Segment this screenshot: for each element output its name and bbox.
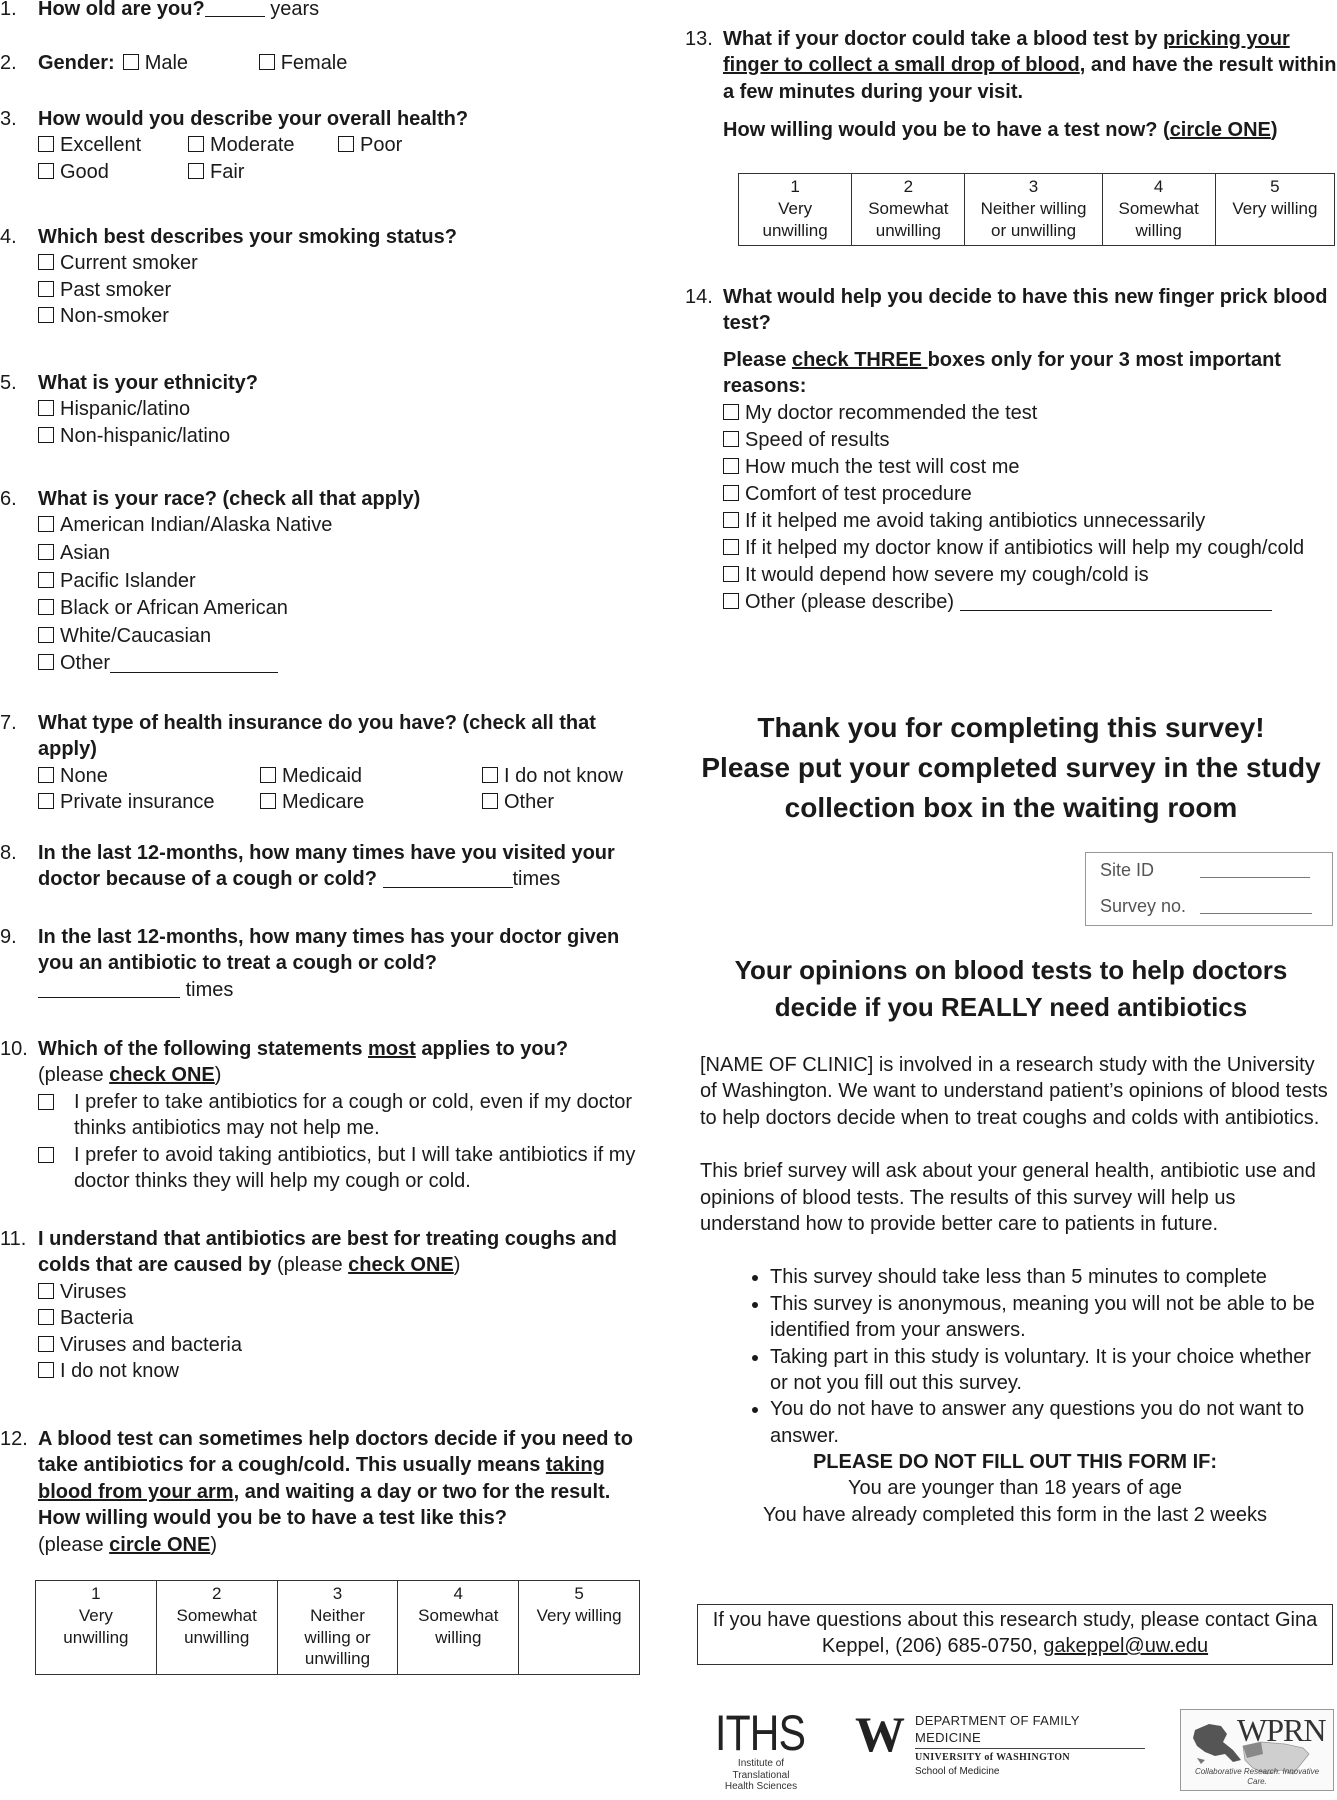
checkbox-poor[interactable]: Poor <box>338 132 488 158</box>
checkbox-insurance-unknown[interactable]: I do not know <box>482 763 632 789</box>
question-9: 9. In the last 12-months, how many times has your doctor given you an antibiotic to treat a cough or cold? times <box>0 924 650 1003</box>
question-text: What would help you decide to have this new finger prick blood test? <box>723 286 1328 335</box>
scale-option-1[interactable]: 1 Very unwilling <box>36 1581 157 1675</box>
question-number: 2. <box>0 52 17 74</box>
survey-title: Your opinions on blood tests to help doctors decide if you REALLY need antibiotics <box>734 955 1288 1022</box>
checkbox-icon[interactable] <box>38 254 54 270</box>
checkbox-medicaid[interactable]: Medicaid <box>260 763 482 789</box>
checkbox-race-other[interactable]: Other <box>38 650 650 678</box>
checkbox-doctor-knows[interactable]: If it helped my doctor know if antibiotics will help my cough/cold <box>723 535 1337 562</box>
warning-item: You are younger than 18 years of age <box>848 1477 1182 1500</box>
survey-no-label: Survey no. <box>1100 895 1187 916</box>
scale-option-5[interactable]: 5 Very willing <box>1215 174 1334 246</box>
checkbox-icon[interactable] <box>723 539 739 555</box>
visits-blank[interactable] <box>383 886 513 888</box>
checkbox-icon[interactable] <box>38 572 54 588</box>
checkbox-bacteria[interactable]: Bacteria <box>38 1305 650 1331</box>
checkbox-black[interactable]: Black or African American <box>38 595 650 623</box>
checkbox-hispanic[interactable]: Hispanic/latino <box>38 396 650 422</box>
checkbox-icon[interactable] <box>38 793 54 809</box>
checkbox-icon[interactable] <box>338 136 354 152</box>
site-id-box <box>1085 852 1333 926</box>
contact-box: If you have questions about this research study, please contact Gina Keppel, (206) 685-0750, gakeppel@uw.edu <box>697 1604 1333 1665</box>
checkbox-icon[interactable] <box>723 458 739 474</box>
question-text: In the last 12-months, how many times has your doctor given you an antibiotic to treat a cough or cold? times <box>38 926 620 1001</box>
checkbox-icon[interactable] <box>723 593 739 609</box>
checkbox-past-smoker[interactable]: Past smoker <box>38 277 650 303</box>
checkbox-icon[interactable] <box>482 793 498 809</box>
checkbox-viruses[interactable]: Viruses <box>38 1279 650 1305</box>
site-id-label: Site ID <box>1100 860 1155 880</box>
checkbox-icon[interactable] <box>723 512 739 528</box>
question-8: 8. In the last 12-months, how many times have you visited your doctor because of a cough or cold? times <box>0 840 650 893</box>
question-text: Gender: <box>38 52 115 74</box>
age-blank[interactable] <box>205 15 265 17</box>
checkbox-icon[interactable] <box>38 1283 54 1299</box>
checkbox-severity[interactable]: It would depend how severe my cough/cold is <box>723 562 1337 589</box>
question-11: 11. I understand that antibiotics are best for treating coughs and colds that are caused by (please check ONE) Viruses Bacteria Viruses and bacteria I do not know <box>0 1226 650 1384</box>
checkbox-good[interactable]: Good <box>38 159 188 185</box>
checkbox-icon[interactable] <box>188 136 204 152</box>
checkbox-doctor-recommended[interactable]: My doctor recommended the test <box>723 400 1337 427</box>
checkbox-icon[interactable] <box>123 54 139 70</box>
question-10: 10. Which of the following statements most applies to you? (please check ONE) I prefer to take antibiotics for a cough or cold, even if my doctor thinks antibiotics may not help me. I prefer to avoid taking antibiotics, but I will take antibiotics if my doctor thinks they will help my cough or cold. <box>0 1036 650 1194</box>
scale-option-4[interactable]: 4 Somewhat willing <box>1102 174 1215 246</box>
intro-paragraph: This brief survey will ask about your general health, antibiotic use and opinions of blood tests. The results of this survey will help us understand how to provide better care to patients in future. <box>700 1160 1316 1235</box>
checkbox-icon[interactable] <box>188 163 204 179</box>
question-12: 12. A blood test can sometimes help doctors decide if you need to take antibiotics for a cough/cold. This usually means taking blood from your arm, and waiting a day or two for the result. How willing would you be to have a test like this? (please circle ONE) <box>0 1426 650 1558</box>
checkbox-icon[interactable] <box>38 307 54 323</box>
checkbox-icon[interactable] <box>38 516 54 532</box>
checkbox-non-smoker[interactable]: Non-smoker <box>38 303 650 329</box>
contact-email-link[interactable]: gakeppel@uw.edu <box>1043 1635 1209 1658</box>
checkbox-icon[interactable] <box>38 654 54 670</box>
list-item: • Taking part in this study is voluntary. It is your choice whether or not you fill out this survey. <box>770 1344 1330 1397</box>
checkbox-viruses-and-bacteria[interactable]: Viruses and bacteria <box>38 1332 650 1358</box>
question-text: What if your doctor could take a blood test by pricking your finger to collect a small drop of blood, and have the result within a few minutes during your visit. How willing would you be to have a test now? (circle ONE) <box>723 28 1337 142</box>
reason-other-blank[interactable] <box>960 609 1272 611</box>
checkbox-cause-unknown[interactable]: I do not know <box>38 1358 650 1384</box>
question-text: A blood test can sometimes help doctors decide if you need to take antibiotics for a cough/cold. This usually means taking blood from your arm, and waiting a day or two for the result. How willing would you be to have a test like this? (please circle ONE) <box>38 1428 633 1556</box>
question-7: 7. What type of health insurance do you have? (check all that apply) None Medicaid I do not know Private insurance Medicare Other <box>0 710 650 816</box>
scale-option-5[interactable]: 5 Very willing <box>519 1581 640 1675</box>
checkbox-insurance-other[interactable]: Other <box>482 789 632 815</box>
checkbox-fair[interactable]: Fair <box>188 159 338 185</box>
question-text: What is your race? (check all that apply) <box>38 488 421 510</box>
survey-no-blank[interactable] <box>1200 912 1312 914</box>
list-item: • You do not have to answer any questions you do not want to answer. <box>770 1396 1330 1449</box>
uw-w-mark: W <box>855 1706 905 1762</box>
checkbox-icon[interactable] <box>38 400 54 416</box>
intro-paragraph: [NAME OF CLINIC] is involved in a research study with the University of Washington. We want to understand patient’s opinions of blood tests to help doctors decide when to treat coughs and colds with antibiotics. <box>700 1054 1328 1129</box>
checkbox-icon[interactable] <box>723 485 739 501</box>
checkbox-cost[interactable]: How much the test will cost me <box>723 454 1337 481</box>
question-text: I understand that antibiotics are best for treating coughs and colds that are caused by (please check ONE) <box>38 1228 617 1277</box>
checkbox-icon[interactable] <box>259 54 275 70</box>
warning-title: PLEASE DO NOT FILL OUT THIS FORM IF: <box>812 1451 1218 1474</box>
checkbox-reason-other[interactable]: Other (please describe) <box>723 589 1337 616</box>
checkbox-icon[interactable] <box>38 427 54 443</box>
checkbox-asian[interactable]: Asian <box>38 540 650 568</box>
question-text: What type of health insurance do you have? (check all that apply) <box>38 712 596 761</box>
uw-logo: W DEPARTMENT OF FAMILY MEDICINE UNIVERSITY of WASHINGTON School of Medicine <box>855 1712 1145 1778</box>
scale-option-1[interactable]: 1 Very unwilling <box>739 174 852 246</box>
question-13: 13. What if your doctor could take a blood test by pricking your finger to collect a small drop of blood, and have the result within a few minutes during your visit. How willing would you be to have a test now? (circle ONE) <box>685 26 1337 144</box>
checkbox-white[interactable]: White/Caucasian <box>38 623 650 651</box>
list-item: • This survey should take less than 5 minutes to complete <box>770 1264 1330 1290</box>
checkbox-icon[interactable] <box>38 544 54 560</box>
wprn-logo: WPRN Collaborative Research. Innovative Care. <box>1180 1709 1334 1791</box>
iths-logo: ITHS Institute of Translational Health Sciences <box>715 1705 806 1792</box>
checkbox-icon[interactable] <box>723 566 739 582</box>
checkbox-non-hispanic[interactable]: Non-hispanic/latino <box>38 423 650 449</box>
checkbox-icon[interactable] <box>38 281 54 297</box>
checkbox-icon[interactable] <box>723 431 739 447</box>
site-id-blank[interactable] <box>1200 876 1310 878</box>
arm-test-willingness-scale <box>35 1580 640 1675</box>
antibiotics-blank[interactable] <box>38 996 180 998</box>
thank-you-message: Thank you for completing this survey! Please put your completed survey in the study collection box in the waiting room <box>701 712 1321 823</box>
question-5: 5. What is your ethnicity? Hispanic/latino Non-hispanic/latino <box>0 370 650 449</box>
race-other-blank[interactable] <box>110 671 278 673</box>
checkbox-icon[interactable] <box>38 136 54 152</box>
checkbox-icon[interactable] <box>38 1362 54 1378</box>
finger-test-willingness-scale <box>738 173 1335 246</box>
checkbox-none[interactable]: None <box>38 763 260 789</box>
checkbox-excellent[interactable]: Excellent <box>38 132 188 158</box>
checkbox-comfort[interactable]: Comfort of test procedure <box>723 481 1337 508</box>
checkbox-avoid-antibiotics[interactable]: If it helped me avoid taking antibiotics unnecessarily <box>723 508 1337 535</box>
question-6: 6. What is your race? (check all that apply) American Indian/Alaska Native Asian Pacific Islander Black or African American White/Caucasian Other <box>0 486 650 678</box>
option-avoid-antibiotics[interactable]: I prefer to avoid taking antibiotics, but I will take antibiotics if my doctor thinks they will help my cough or cold. <box>38 1142 650 1195</box>
warning-item: You have already completed this form in the last 2 weeks <box>763 1503 1267 1526</box>
question-1 <box>0 0 650 22</box>
checkbox-icon[interactable] <box>482 767 498 783</box>
survey-introduction <box>700 1052 1330 1528</box>
question-text: How would you describe your overall health? <box>38 108 469 130</box>
question-text: How old are you? years <box>38 0 320 20</box>
checkbox-icon[interactable] <box>260 793 276 809</box>
checkbox-icon[interactable] <box>38 1147 54 1163</box>
option-prefer-antibiotics[interactable]: I prefer to take antibiotics for a cough or cold, even if my doctor thinks antibiotics may not help me. <box>38 1089 650 1142</box>
checkbox-male[interactable]: Male <box>123 50 259 76</box>
checkbox-icon[interactable] <box>38 767 54 783</box>
question-text: Which of the following statements most applies to you? (please check ONE) <box>38 1038 569 1087</box>
scale-option-2[interactable]: 2 Somewhat unwilling <box>852 174 965 246</box>
question-3: 3. How would you describe your overall health? Excellent Moderate Poor Good Fair <box>0 106 650 185</box>
info-list <box>700 1264 1330 1449</box>
question-2 <box>0 50 650 76</box>
question-number: 1. <box>0 0 17 20</box>
checkbox-medicare[interactable]: Medicare <box>260 789 482 815</box>
scale-option-3[interactable]: 3 Neither willing or unwilling <box>965 174 1102 246</box>
scale-option-2[interactable]: 2 Somewhat unwilling <box>156 1581 277 1675</box>
checkbox-private-insurance[interactable]: Private insurance <box>38 789 260 815</box>
question-text: In the last 12-months, how many times have you visited your doctor because of a cough or cold? times <box>38 842 615 891</box>
scale-option-4[interactable]: 4 Somewhat willing <box>398 1581 519 1675</box>
checkbox-icon[interactable] <box>260 767 276 783</box>
checkbox-icon[interactable] <box>38 599 54 615</box>
checkbox-speed[interactable]: Speed of results <box>723 427 1337 454</box>
scale-option-3[interactable]: 3 Neither willing or unwilling <box>277 1581 398 1675</box>
question-text: What is your ethnicity? <box>38 372 259 394</box>
checkbox-moderate[interactable]: Moderate <box>188 132 338 158</box>
checkbox-pacific-islander[interactable]: Pacific Islander <box>38 568 650 596</box>
checkbox-icon[interactable] <box>723 404 739 420</box>
checkbox-icon[interactable] <box>38 1336 54 1352</box>
checkbox-icon[interactable] <box>38 1309 54 1325</box>
checkbox-icon[interactable] <box>38 163 54 179</box>
question-4: 4. Which best describes your smoking status? Current smoker Past smoker Non-smoker <box>0 224 650 330</box>
checkbox-icon[interactable] <box>38 1094 54 1110</box>
checkbox-current-smoker[interactable]: Current smoker <box>38 250 650 276</box>
question-14: 14. What would help you decide to have this new finger prick blood test? Please check THREE boxes only for your 3 most important reasons: My doctor recommended the test Speed of results How much the test will cost me Comfort of test procedure If it helped me avoid taking antibiotics unnecessarily If it helped my doctor know if antibiotics will help my cough/cold It would depend how severe my cough/cold is Other (please describe) <box>685 284 1337 616</box>
checkbox-icon[interactable] <box>38 627 54 643</box>
question-text: Which best describes your smoking status? <box>38 226 457 248</box>
checkbox-female[interactable]: Female <box>259 50 348 76</box>
list-item: • This survey is anonymous, meaning you will not be able to be identified from your answers. <box>770 1291 1330 1344</box>
checkbox-american-indian[interactable]: American Indian/Alaska Native <box>38 512 650 540</box>
